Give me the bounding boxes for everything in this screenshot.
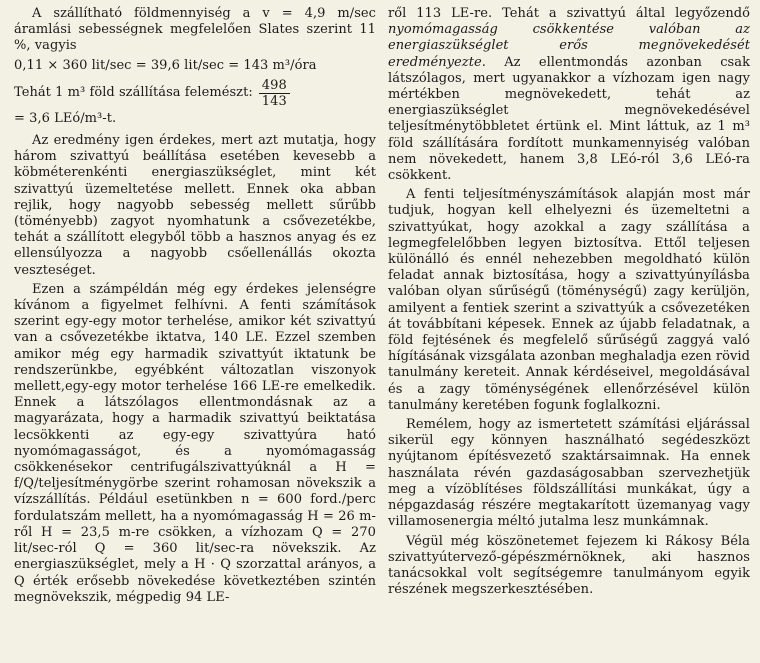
fraction-denominator: 143 [261,93,287,109]
energy-equation-text: Tehát 1 m³ föld szállítása felemészt: [14,85,253,101]
left-column [14,6,376,609]
paragraph-continuation [388,6,750,184]
formula-volume: 0,11 × 360 lit/sec = 39,6 lit/sec = 143 m³/óra [14,57,317,73]
continuation-text-a: ről 113 LE-re. Tehát a szivattyú által legyőzendő [388,6,750,21]
fraction [259,78,290,109]
paragraph-result-interpretation: Az eredmény igen érdekes, mert azt mutatja, hogy három szivattyú beállítása esetében kevesebb a köbméterenkénti energiaszükséglet, mint két szivattyú üzemeltetése mellett. Ennek oka abban rejlik, hogy nagyobb sebesség mellett sűrűbb (töményebb) zagyot nyomhatunk a csővezetékbe, tehát a szállított elegyből több a hasznos anyag és ez ellensúlyozza a nagyobb csőellenállás okozta veszteséget. [14,133,376,278]
fraction-numerator: 498 [259,78,290,94]
energy-equation [14,78,376,109]
paragraph-phenomenon: Ezen a számpéldán még egy érdekes jelenségre kívánom a figyelmet felhívni. A fenti számítások szerint egy-egy motor terhelése, amikor két szivattyú van a csővezetékbe iktatva, 140 LE. Ezzel szemben amikor még egy harmadik szivattyút iktatunk be rendszerünkbe, egyébként változatlan viszonyok mellett,egy-egy motor terhelése 166 LE-re emelkedik. Ennek a látszólagos ellentmondásnak az a magyarázata, hogy a harmadik szivattyú beiktatása lecsökkenti az egy-egy szivattyúra ható nyomómagasságot, és a nyomómagasság csökkenésekor centrifugálszivattyúknál a H = f/Q/teljesítménygörbe szerint rohamosan növekszik a vízszállítás. Például esetünkben n = 600 ford./perc fordulatszám mellett, ha a nyomómagasság H = 26 m-ről H = 23,5 m-re csökken, a vízhozam Q = 270 lit/sec-ról Q = 360 lit/sec-ra növekszik. Az energiaszükséglet, mely a H · Q szorzattal arányos, a Q érték erősebb növekedése következtében szintén megnövekszik, mégpedig 94 LE- [14,281,376,605]
energy-equation-result: = 3,6 LEó/m³-t. [14,110,117,126]
paragraph-performance: A fenti teljesítményszámítások alapján most már tudjuk, hogyan kell elhelyezni és üzemeltetni a szivattyúkat, hogy azokkal a zagy szállítása a legmegfelelőbben legyen biztosítva. Ettől teljesen különálló és ennél nehezebben megoldható külön feladat annak biztosítása, hogy a szivattyúnyílásba valóban olyan sűrűségű (töménységű) zagy kerüljön, amilyent a fentiek szerint a szivattyúk a csővezetéken át továbbítani képesek. Ennek az újabb feladatnak, a föld fejtésének és megfelelő sűrűségű zaggyá való hígításának vizsgálata azonban meghaladja ezen rövid tanulmány kereteit. Annak kérdéseivel, megoldásával és a zagy töménységének ellenőrzésével külön tanulmány keretében fogunk foglalkozni. [388,187,750,413]
paragraph-hope: Remélem, hogy az ismertetett számítási eljárással sikerül egy könnyen használható segédeszközt nyújtanom építésvezető szaktársaimnak. Ha ennek használata révén gazdaságosabban szervezhetjük meg a vízöblítéses földszállítási munkákat, úgy a népgazdaság részére megtakarított üzemanyag vagy villamosenergia méltó jutalma lesz munkámnak. [388,417,750,530]
paragraph-flow-rate: A szállítható földmennyiség a v = 4,9 m/sec áramlási sebességnek megfelelően Slates szerint 11 %, vagyis [14,6,376,54]
right-column [388,6,750,601]
continuation-italic: nyomómagasság csökkentése valóban az energiaszükséglet erős megnövekedését eredményezte. [388,22,750,70]
continuation-text-b: Az ellentmondás azonban csak látszólagos, mert ugyanakkor a vízhozam igen nagy mértékben megnövekedett, tehát az energiaszükséglet megnövekedésével teljesítménytöbbletet értünk el. Mint láttuk, az 1 m³ föld szállítására fordított munkamennyiség valóban nem növekedett, hanem 3,8 LEó-ról 3,6 LEó-ra csökkent. [388,54,750,184]
paragraph-acknowledgement: Végül még köszönetemet fejezem ki Rákosy Béla szivattyútervező-gépészmérnöknek, aki hasznos tanácsokkal volt segítségemre tanulmányom egyik részének megszerkesztésében. [388,533,750,598]
